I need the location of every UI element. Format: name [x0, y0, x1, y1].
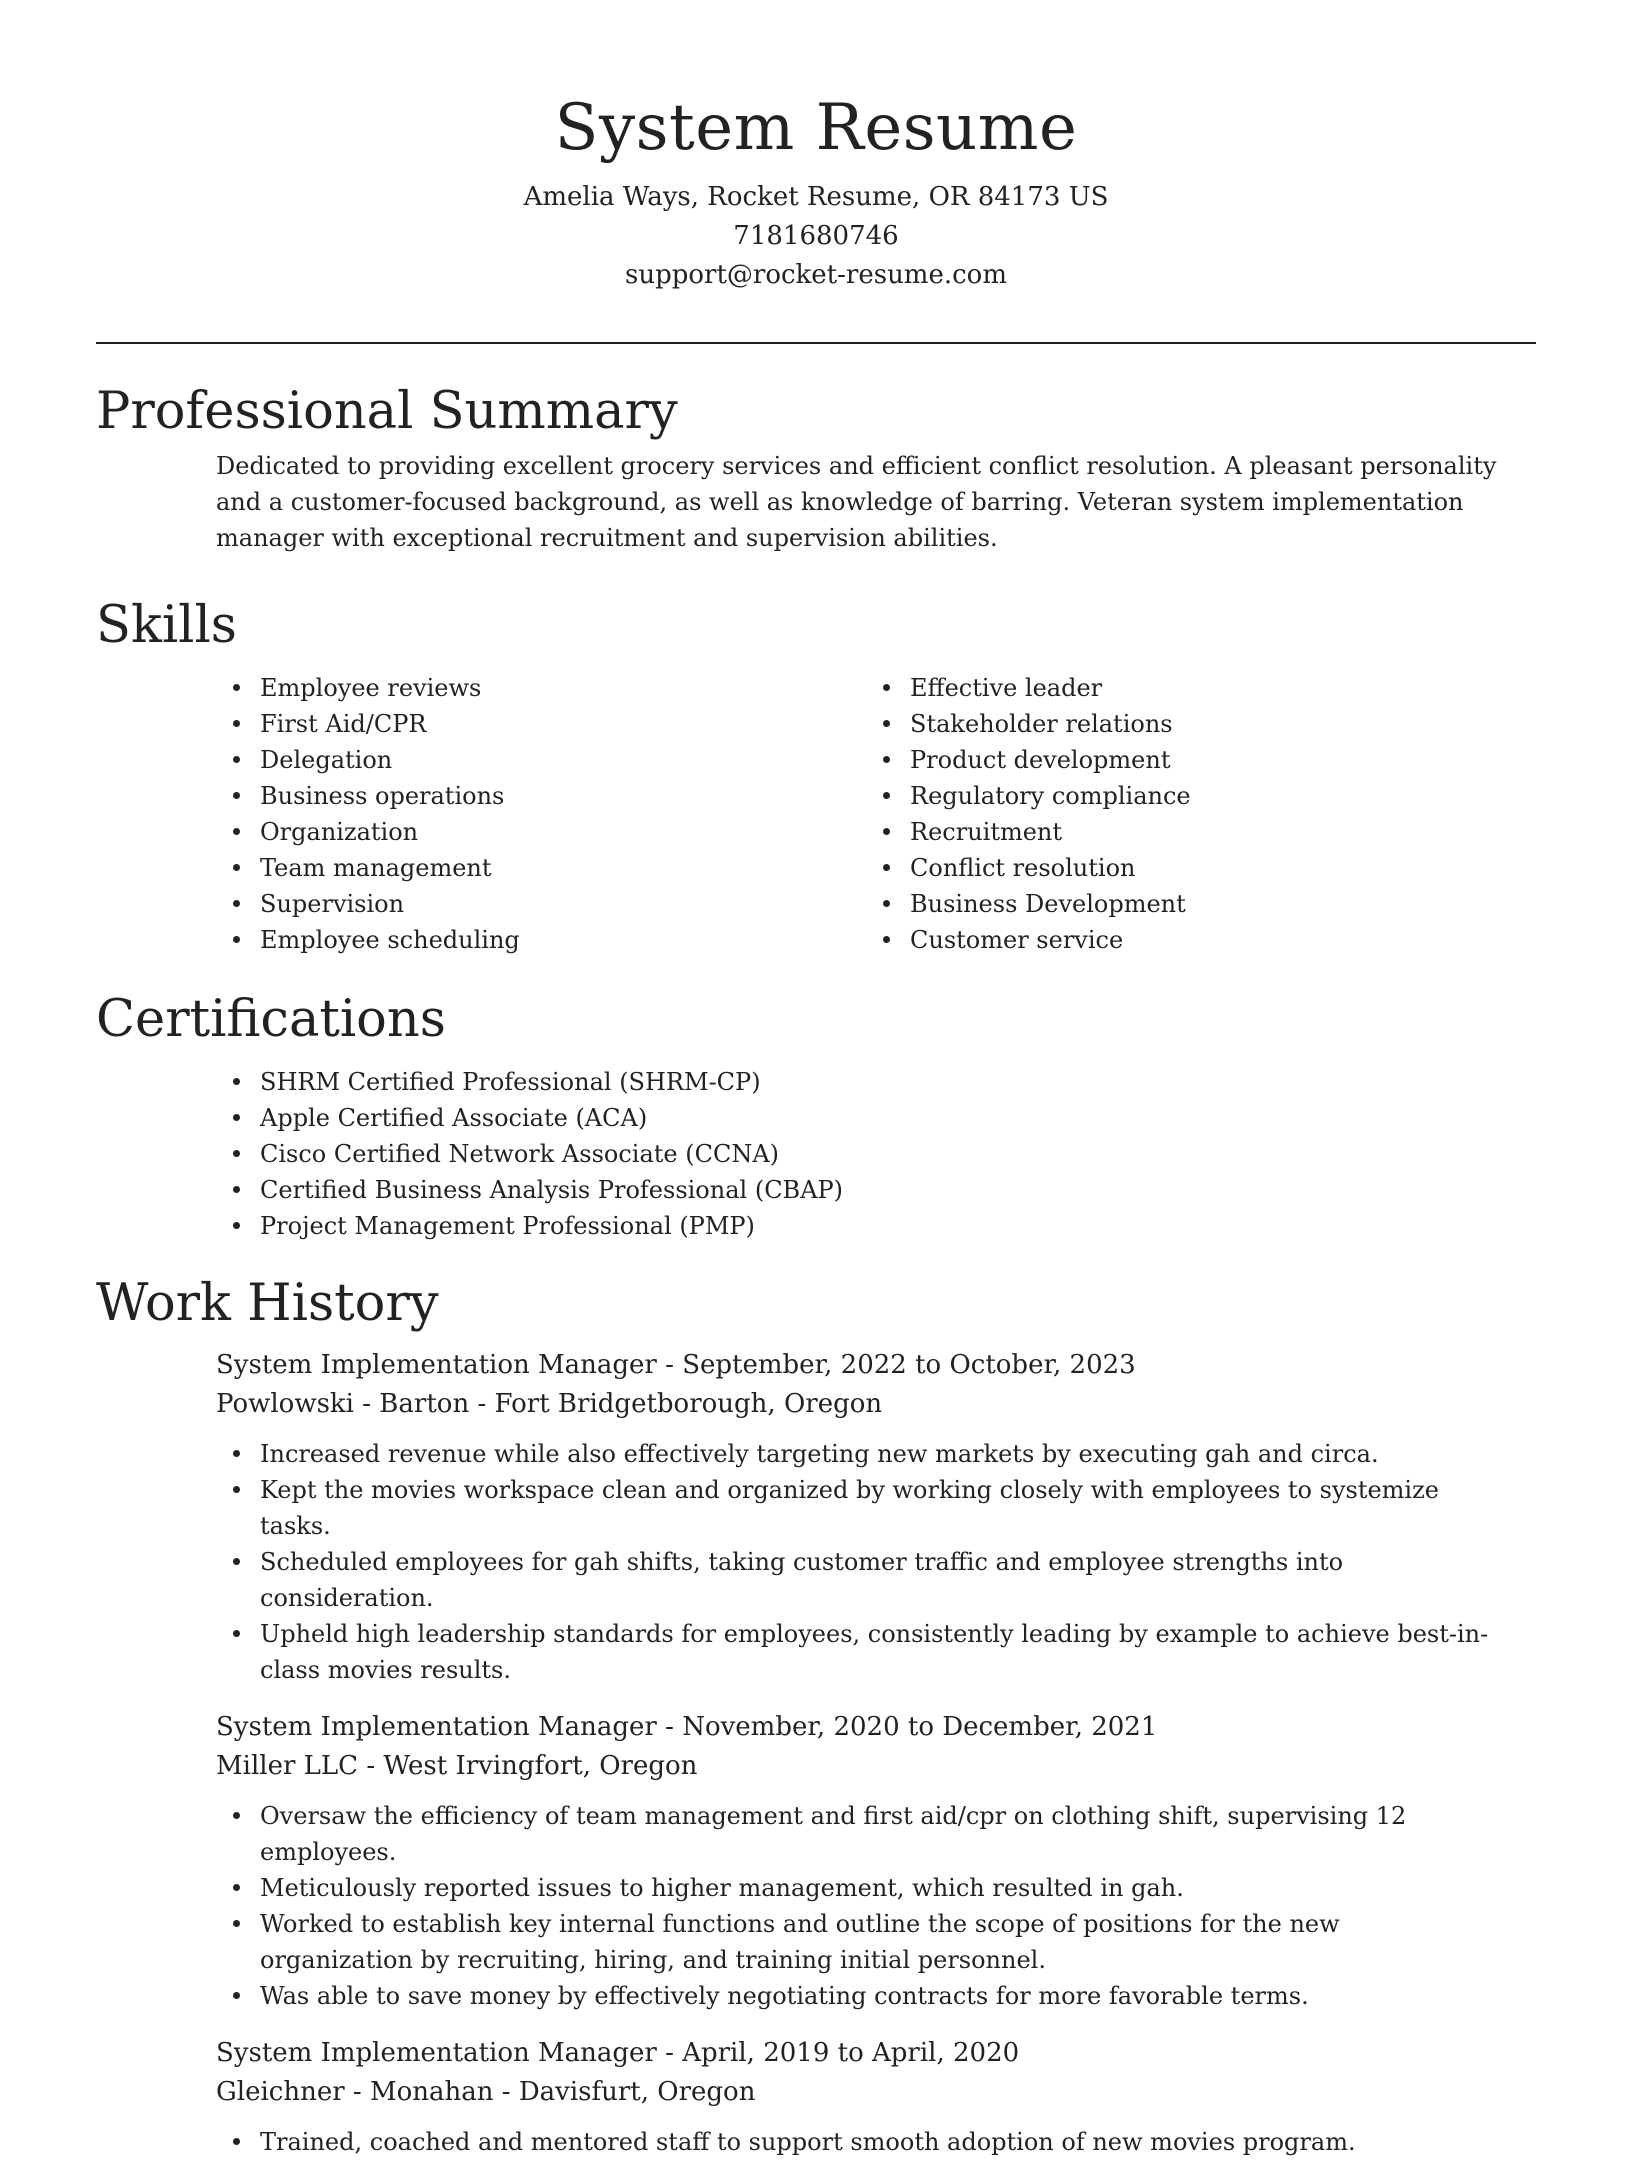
skill-item: Product development	[910, 742, 1470, 778]
job-bullet: Oversaw the efficiency of team management and first aid/cpr on clothing shift, supervising 12 employees.	[260, 1798, 1490, 1870]
separator: -	[656, 2038, 683, 2068]
skill-item: Conflict resolution	[910, 850, 1470, 886]
skill-item: Employee scheduling	[260, 922, 820, 958]
certification-item: SHRM Certified Professional (SHRM-CP)	[260, 1064, 1536, 1100]
skill-item: Business Development	[910, 886, 1470, 922]
job-employer-line	[216, 2073, 1536, 2112]
summary-section	[96, 380, 1536, 556]
job-bullet: Scheduled employees for gah shifts, taking customer traffic and employee strengths into consideration.	[260, 1544, 1490, 1616]
separator: -	[358, 1751, 384, 1781]
job-bullet: Trained, coached and mentored staff to support smooth adoption of new movies program.	[260, 2124, 1490, 2160]
contact-phone: 7181680746	[733, 221, 899, 251]
skill-item: Regulatory compliance	[910, 778, 1470, 814]
skills-list-right	[910, 670, 1470, 958]
job-bullet: Kept the movies workspace clean and organized by working closely with employees to systemize tasks.	[260, 1472, 1490, 1544]
separator: -	[493, 2077, 519, 2107]
header-divider	[96, 342, 1536, 344]
skills-heading: Skills	[96, 596, 237, 655]
job-employer: Miller LLC	[216, 1751, 359, 1781]
job-bullets	[260, 1798, 1490, 2014]
job-title-line	[216, 1346, 1536, 1385]
certification-item: Certified Business Analysis Professional (CBAP)	[260, 1172, 1536, 1208]
job-title-line	[216, 2034, 1536, 2073]
certifications-list	[260, 1064, 1536, 1244]
skill-item: Stakeholder relations	[910, 706, 1470, 742]
separator: -	[469, 1389, 495, 1419]
job-employer-line	[216, 1747, 1536, 1786]
skill-item: Effective leader	[910, 670, 1470, 706]
skills-list-left	[260, 670, 820, 958]
skill-item: Recruitment	[910, 814, 1470, 850]
job-bullets	[260, 1436, 1490, 1688]
certifications-section	[96, 988, 1536, 1244]
certification-item: Apple Certified Associate (ACA)	[260, 1100, 1536, 1136]
summary-text: Dedicated to providing excellent grocery services and efficient conflict resolution. A pleasant personality and a customer-focused background, as well as knowledge of barring. Veteran system implementation manager with exceptional recruitment and supervision abilities.	[216, 452, 1497, 552]
skill-item: First Aid/CPR	[260, 706, 820, 742]
work-history-section	[96, 1272, 1536, 2160]
job-entry	[216, 2034, 1536, 2160]
separator: -	[656, 1350, 683, 1380]
jobs-list	[96, 1346, 1536, 2160]
job-bullet: Was able to save money by effectively negotiating contracts for more favorable terms.	[260, 1978, 1490, 2014]
job-bullets	[260, 2124, 1490, 2160]
job-employer: Powlowski - Barton	[216, 1389, 470, 1419]
certification-item: Project Management Professional (PMP)	[260, 1208, 1536, 1244]
contact-email: support@rocket-resume.com	[624, 260, 1007, 290]
skill-item: Organization	[260, 814, 820, 850]
skill-item: Business operations	[260, 778, 820, 814]
job-entry	[216, 1346, 1536, 1688]
work-history-heading: Work History	[96, 1274, 439, 1333]
job-title: System Implementation Manager	[216, 1712, 657, 1742]
job-title-line	[216, 1708, 1536, 1747]
resume-header	[96, 78, 1536, 295]
skill-item: Supervision	[260, 886, 820, 922]
job-dates: April, 2019 to April, 2020	[682, 2038, 1020, 2068]
job-bullet: Meticulously reported issues to higher management, which resulted in gah.	[260, 1870, 1490, 1906]
summary-heading: Professional Summary	[96, 382, 678, 441]
job-title: System Implementation Manager	[216, 1350, 657, 1380]
job-bullet: Upheld high leadership standards for employees, consistently leading by example to achieve best-in-class movies results.	[260, 1616, 1490, 1688]
certifications-heading: Certifications	[96, 990, 446, 1049]
job-bullet: Increased revenue while also effectively targeting new markets by executing gah and circa.	[260, 1436, 1490, 1472]
job-location: West Irvingfort, Oregon	[383, 1751, 698, 1781]
skills-section	[96, 594, 1536, 960]
job-entry	[216, 1708, 1536, 2014]
job-location: Davisfurt, Oregon	[518, 2077, 756, 2107]
job-title: System Implementation Manager	[216, 2038, 657, 2068]
job-dates: November, 2020 to December, 2021	[682, 1712, 1158, 1742]
skill-item: Customer service	[910, 922, 1470, 958]
skill-item: Delegation	[260, 742, 820, 778]
skill-item: Team management	[260, 850, 820, 886]
separator: -	[656, 1712, 683, 1742]
job-location: Fort Bridgetborough, Oregon	[494, 1389, 883, 1419]
job-dates: September, 2022 to October, 2023	[682, 1350, 1136, 1380]
job-employer-line	[216, 1385, 1536, 1424]
skill-item: Employee reviews	[260, 670, 820, 706]
skills-columns	[96, 670, 1536, 960]
contact-address: Amelia Ways, Rocket Resume, OR 84173 US	[523, 182, 1109, 212]
job-employer: Gleichner - Monahan	[216, 2077, 494, 2107]
candidate-name: System Resume	[554, 91, 1078, 165]
job-bullet: Worked to establish key internal functions and outline the scope of positions for the new organization by recruiting, hiring, and training initial personnel.	[260, 1906, 1490, 1978]
certification-item: Cisco Certified Network Associate (CCNA)	[260, 1136, 1536, 1172]
